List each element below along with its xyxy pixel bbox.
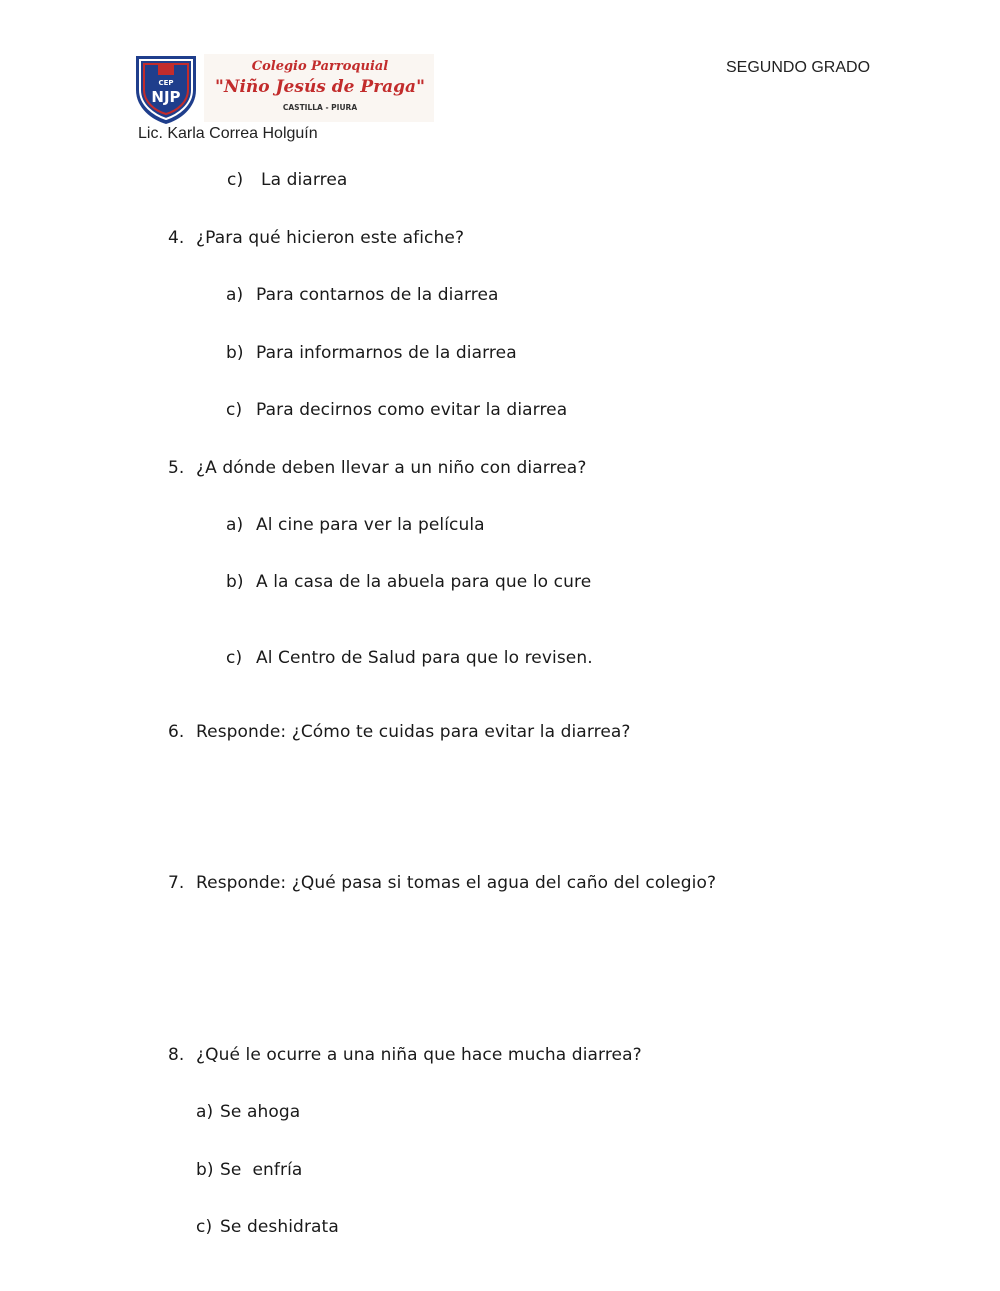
question-number: 6.: [168, 722, 185, 742]
question-5-option-a: [226, 515, 485, 535]
option-text: Se ahoga: [220, 1102, 301, 1122]
option-marker: b): [196, 1160, 214, 1180]
option-marker: c): [226, 400, 243, 420]
option-text: Para decirnos como evitar la diarrea: [256, 400, 568, 420]
option-marker: c): [227, 170, 244, 190]
crest-top-text: CEP: [158, 79, 174, 87]
grade-label: SEGUNDO GRADO: [726, 59, 871, 76]
option-text: Para informarnos de la diarrea: [256, 343, 517, 363]
question-7: [168, 873, 716, 893]
teacher-name: Lic. Karla Correa Holguín: [138, 125, 318, 142]
question-8: [168, 1045, 642, 1065]
question-number: 4.: [168, 228, 185, 248]
school-logo-graphic: [132, 52, 437, 126]
option-text: Al Centro de Salud para que lo revisen.: [256, 648, 593, 668]
option-marker: a): [226, 515, 244, 535]
question-5-option-c: [226, 648, 593, 668]
option-text: Se enfría: [220, 1160, 303, 1180]
question-8-option-b: [196, 1160, 302, 1180]
option-marker: a): [196, 1102, 214, 1122]
question-8-option-a: [196, 1102, 300, 1122]
question-4: [168, 228, 464, 248]
question-number: 8.: [168, 1045, 185, 1065]
option-marker: c): [226, 648, 243, 668]
question-8-option-c: [196, 1217, 339, 1237]
question-5: [168, 458, 586, 478]
option-marker: a): [226, 285, 244, 305]
question-text: ¿Para qué hicieron este afiche?: [196, 228, 465, 248]
question-text: Responde: ¿Cómo te cuidas para evitar la diarrea?: [196, 722, 631, 742]
school-logo: [132, 52, 437, 126]
question-4-option-b: [226, 343, 517, 363]
question-4-option-a: [226, 285, 499, 305]
option-marker: b): [226, 572, 244, 592]
crest-letters: NJP: [151, 88, 181, 106]
question-text: Responde: ¿Qué pasa si tomas el agua del caño del colegio?: [196, 873, 717, 893]
option-text: Para contarnos de la diarrea: [256, 285, 499, 305]
school-name-line1: Colegio Parroquial: [251, 59, 389, 74]
carryover-option: [227, 170, 347, 190]
question-5-option-b: [226, 572, 591, 592]
question-4-option-c: [226, 400, 567, 420]
option-marker: c): [196, 1217, 213, 1237]
question-number: 7.: [168, 873, 185, 893]
question-number: 5.: [168, 458, 185, 478]
question-text: ¿Qué le ocurre a una niña que hace mucha diarrea?: [196, 1045, 642, 1065]
school-name-line2: "Niño Jesús de Praga": [215, 77, 425, 97]
school-location: CASTILLA - PIURA: [282, 103, 358, 112]
option-text: La diarrea: [261, 170, 348, 190]
option-text: A la casa de la abuela para que lo cure: [256, 572, 592, 592]
question-text: ¿A dónde deben llevar a un niño con diarrea?: [196, 458, 587, 478]
question-6: [168, 722, 631, 742]
option-marker: b): [226, 343, 244, 363]
option-text: Al cine para ver la película: [256, 515, 485, 535]
option-text: Se deshidrata: [220, 1217, 339, 1237]
